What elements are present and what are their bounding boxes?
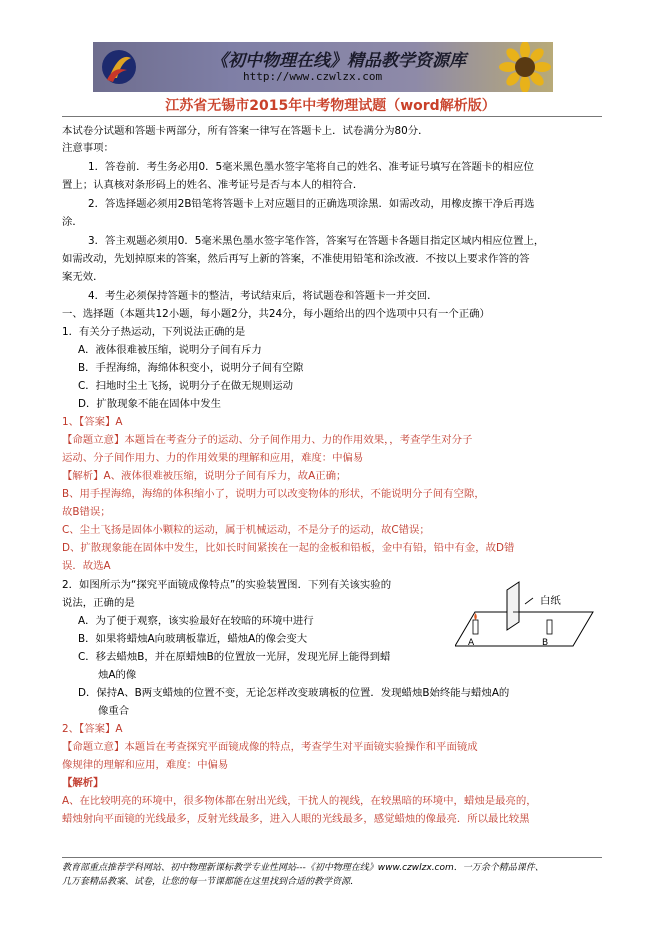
q1-analysis-6: 误．故选A — [62, 560, 111, 572]
mirror-experiment-figure — [455, 578, 595, 650]
note-4: 4．考生必须保持答题卡的整洁，考试结束后，将试题卷和答题卡一并交回． — [88, 290, 438, 302]
note-2a: 2．答选择题必须用2B铅笔将答题卡上对应题目的正确选项涂黑．如需改动，用橡皮擦干净后再选 — [88, 198, 535, 210]
figure-label-a: A — [468, 638, 475, 648]
note-1b: 置上；认真核对条形码上的姓名、准考证号是否与本人的相符合． — [62, 179, 364, 191]
q2-option-d-2: 像重合 — [98, 705, 130, 717]
banner-title: 《初中物理在线》精品教学资源库 — [211, 51, 466, 71]
q2-option-d-1: D．保持A、B两支蜡烛的位置不变，无论怎样改变玻璃板的位置．发现蜡烛B始终能与蜡烛A的 — [78, 687, 510, 699]
title-divider — [62, 116, 602, 117]
q2-analysis-2: 蜡烛射向平面镜的光线最多，反射光线最多，进入人眼的光线最多，感觉蜡烛的像最亮．所以最比较黑 — [62, 813, 530, 825]
header-banner — [93, 42, 553, 92]
q1-answer: 1、【答案】A — [62, 416, 123, 428]
q2-option-c-2: 烛A的像 — [98, 669, 137, 681]
q2-intent-1: 【命题立意】本题旨在考查探究平面镜成像的特点，考查学生对平面镜实验操作和平面镜成 — [62, 741, 478, 753]
footer-line-2: 几万套精品教案、试卷，让您的每一节课都能在这里找到合适的教学资源． — [62, 877, 360, 887]
section-heading: 一、选择题（本题共12小题，每小题2分，共24分，每小题给出的四个选项中只有一个正确） — [62, 308, 490, 320]
q2-analysis-1: A、在比较明亮的环境中，很多物体都在射出光线，干扰人的视线，在较黑暗的环境中，蜡烛是最亮的， — [62, 795, 537, 807]
banner-url[interactable]: http://www.czwlzx.com — [243, 70, 383, 83]
note-3c: 案无效． — [62, 271, 104, 283]
q2-stem-1: 2．如图所示为“探究平面镜成像特点”的实验装置图．下列有关该实验的 — [62, 579, 392, 591]
document-title: 江苏省无锡市2015年中考物理试题（word解析版） — [165, 98, 496, 114]
q1-option-c: C．扫地时尘土飞扬，说明分子在做无规则运动 — [78, 380, 294, 392]
note-3b: 如需改动，先划掉原来的答案，然后再写上新的答案，不准使用铅笔和涂改液．不按以上要求作答的答 — [62, 253, 530, 265]
q2-option-c-1: C．移去蜡烛B，并在原蜡烛B的位置放一光屏，发现光屏上能得到蜡 — [78, 651, 391, 663]
q1-analysis-4: C、尘土飞扬是固体小颗粒的运动，属于机械运动，不是分子的运动，故C错误； — [62, 524, 430, 536]
q2-answer: 2、【答案】A — [62, 723, 123, 735]
q1-analysis-2: B、用手捏海绵，海绵的体积缩小了，说明力可以改变物体的形状，不能说明分子间有空隙， — [62, 488, 485, 500]
notes-title: 注意事项： — [62, 142, 114, 154]
q1-analysis-5: D、扩散现象能在固体中发生，比如长时间紧挨在一起的金板和铅板，金中有铅，铅中有金，故D错 — [62, 542, 515, 554]
intro-line: 本试卷分试题和答题卡两部分，所有答案一律写在答题卡上．试卷满分为80分． — [62, 125, 429, 137]
q1-analysis-1: 【解析】A、液体很难被压缩，说明分子间有斥力，故A正确； — [62, 470, 347, 482]
figure-label-b: B — [542, 638, 549, 648]
note-3a: 3．答主观题必须用0．5毫米黑色墨水签字笔作答，答案写在答题卡各题目指定区域内相应位置上， — [88, 235, 545, 247]
sunflower-icon — [493, 42, 553, 92]
q1-option-a: A．液体很难被压缩，说明分子间有斥力 — [78, 344, 262, 356]
q1-option-b: B．手捏海绵，海绵体积变小，说明分子间有空隙 — [78, 362, 304, 374]
q1-intent-1: 【命题立意】本题旨在考查分子的运动、分子间作用力、力的作用效果，，考查学生对分子 — [62, 434, 473, 446]
note-2b: 涂． — [62, 216, 83, 228]
q2-option-a: A．为了便于观察，该实验最好在较暗的环境中进行 — [78, 615, 314, 627]
q2-stem-2: 说法，正确的是 — [62, 597, 135, 609]
q1-intent-2: 运动、分子间作用力、力的作用效果的理解和应用，难度：中偏易 — [62, 452, 364, 464]
q2-intent-2: 像规律的理解和应用，难度：中偏易 — [62, 759, 229, 771]
footer — [62, 861, 544, 889]
q2-analysis-title: 【解析】 — [62, 777, 104, 789]
figure-label-paper: 白纸 — [540, 595, 561, 607]
q2-option-b: B．如果将蜡烛A向玻璃板靠近，蜡烛A的像会变大 — [78, 633, 308, 645]
q1-stem: 1．有关分子热运动，下列说法正确的是 — [62, 326, 246, 338]
note-1a: 1．答卷前．考生务必用0．5毫米黑色墨水签字笔将自己的姓名、准考证号填写在答题卡的相应位 — [88, 161, 534, 173]
footer-line-1: 教育部重点推荐学科网站、初中物理新课标教学专业性网站---《初中物理在线》www.czwlzx.com．一万余个精品课件、 — [62, 863, 544, 873]
q1-analysis-3: 故B错误； — [62, 506, 111, 518]
q1-option-d: D．扩散现象不能在固体中发生 — [78, 398, 222, 410]
footer-divider — [62, 857, 602, 858]
logo-icon — [99, 48, 139, 86]
